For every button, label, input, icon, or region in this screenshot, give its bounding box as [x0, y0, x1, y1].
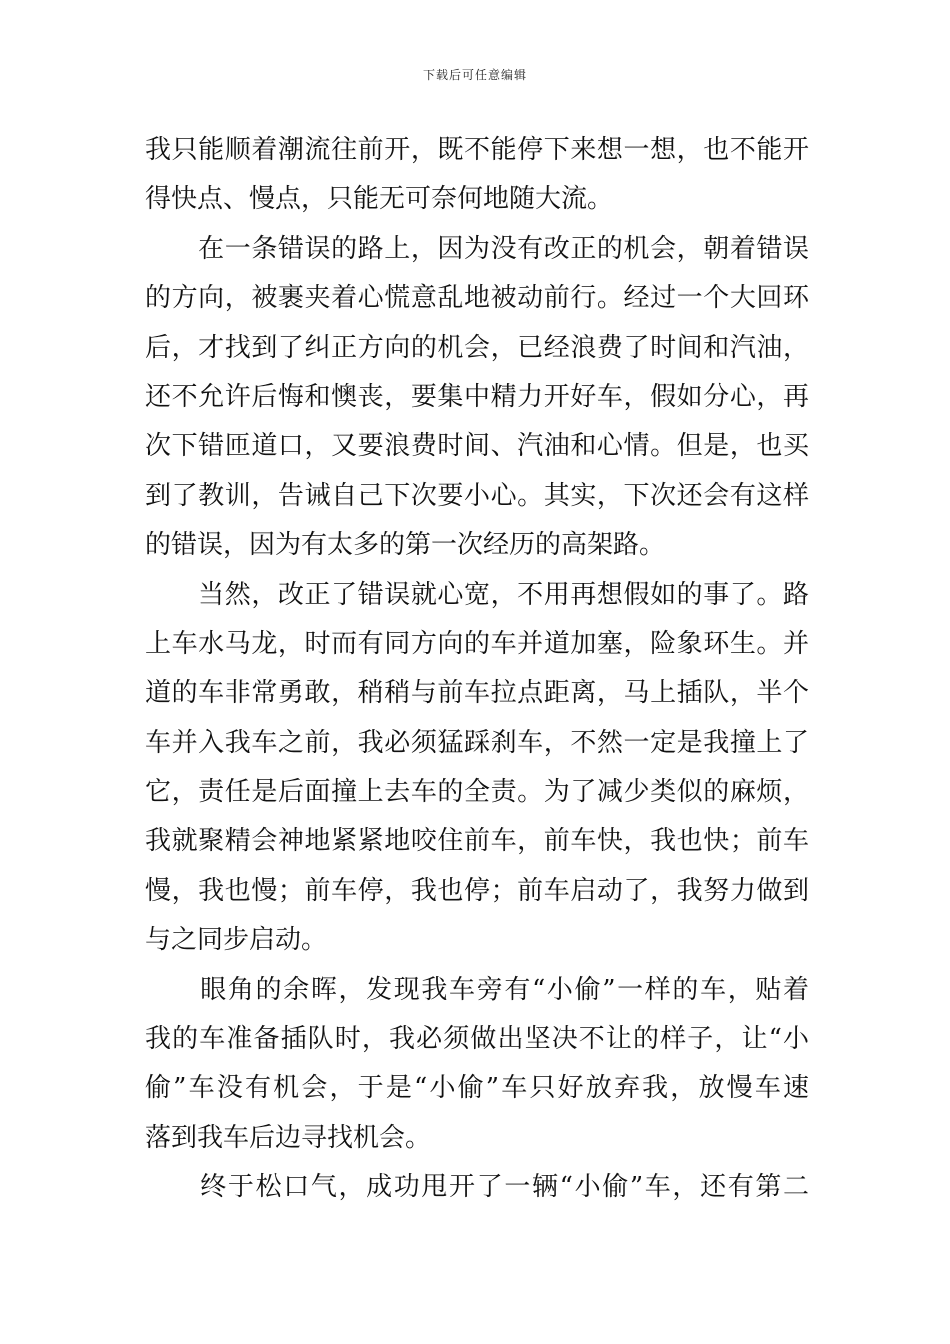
- text-line: 得快点、慢点，只能无可奈何地随大流。: [145, 184, 614, 215]
- text-line: 终于松口气，成功甩开了一辆“小偷”车，还有第二: [145, 1172, 809, 1203]
- text-line: 慢，我也慢；前车停，我也停；前车启动了，我努力做到: [145, 875, 809, 906]
- text-line: 车并入我车之前，我必须猛踩刹车，不然一定是我撞上了: [145, 727, 809, 758]
- page-header: 下载后可任意编辑: [422, 68, 527, 82]
- text-line: 上车水马龙，时而有同方向的车并道加塞，险象环生。并: [145, 628, 809, 659]
- text-line: 落到我车后边寻找机会。: [145, 1122, 432, 1153]
- text-line: 道的车非常勇敢，稍稍与前车拉点距离，马上插队，半个: [145, 678, 809, 709]
- text-line: 当然，改正了错误就心宽，不用再想假如的事了。路: [145, 579, 809, 610]
- text-line: 我就聚精会神地紧紧地咬住前车，前车快，我也快；前车: [145, 826, 809, 857]
- document-body: [145, 126, 809, 1213]
- text-line: 后，才找到了纠正方向的机会，已经浪费了时间和汽油，: [145, 332, 809, 363]
- text-line: 到了教训，告诫自己下次要小心。其实，下次还会有这样: [145, 480, 809, 511]
- text-line: 我只能顺着潮流往前开，既不能停下来想一想，也不能开: [145, 135, 809, 165]
- text-line: 在一条错误的路上，因为没有改正的机会，朝着错误: [145, 233, 809, 264]
- text-line: 次下错匝道口，又要浪费时间、汽油和心情。但是，也买: [145, 431, 809, 462]
- text-line: 它，责任是后面撞上去车的全责。为了减少类似的麻烦，: [145, 777, 809, 808]
- text-line: 眼角的余晖，发现我车旁有“小偷”一样的车，贴着: [145, 974, 809, 1005]
- text-line: 的方向，被裹夹着心慌意乱地被动前行。经过一个大回环: [145, 283, 809, 314]
- text-line: 与之同步启动。: [145, 925, 328, 956]
- text-line: 还不允许后悔和懊丧，要集中精力开好车，假如分心，再: [145, 381, 809, 412]
- text-line: 的错误，因为有太多的第一次经历的高架路。: [145, 530, 666, 561]
- text-line: 偷”车没有机会，于是“小偷”车只好放弃我，放慢车速: [145, 1073, 809, 1104]
- text-line: 我的车准备插队时，我必须做出坚决不让的样子，让“小: [145, 1024, 809, 1055]
